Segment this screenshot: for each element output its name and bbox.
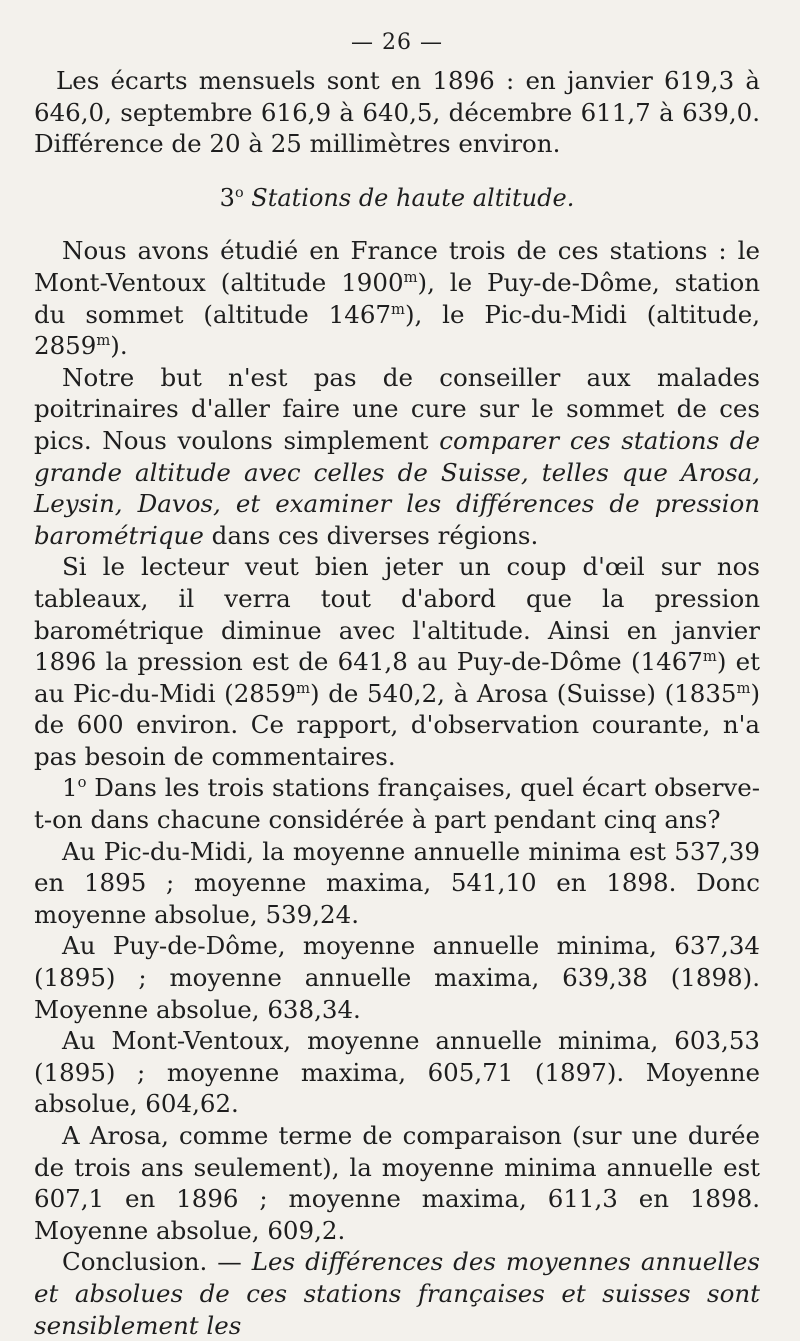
emphasis-text: comparer ces stations de grande altitude avec celles de Suisse, telles que Arosa, Leysin, Davos, et examiner les différences de pression barométrique xyxy=(34,425,760,550)
heading-number: 3 xyxy=(219,183,235,212)
page-number: — 26 — xyxy=(351,30,443,55)
text-run: ) de 540,2, à Arosa (Suisse) (1835 xyxy=(310,678,737,708)
text-run: Notre but n'est pas de conseiller aux malades poitrinaires d'aller faire une cure sur le sommet de ces pics. Nous voulons simplement xyxy=(34,362,760,455)
paragraph-pic-du-midi: Au Pic-du-Midi, la moyenne annuelle minima est 537,39 en 1895 ; moyenne maxima, 541,10 en 1898. Donc moyenne absolue, 539,24. xyxy=(34,836,760,929)
unit-superscript: m xyxy=(403,268,418,286)
list-number: 1 xyxy=(62,773,78,803)
unit-superscript: m xyxy=(702,647,717,665)
paragraph-mont-ventoux: Au Mont-Ventoux, moyenne annuelle minima, 603,53 (1895) ; moyenne maxima, 605,71 (1897). Moyenne absolue, 604,62. xyxy=(34,1026,760,1119)
text-run: Dans les trois stations françaises, quel écart observe-t-on dans chacune considérée à part pendant cinq ans? xyxy=(34,773,760,835)
ordinal-superscript: o xyxy=(77,774,87,792)
paragraph-question xyxy=(34,772,760,835)
unit-superscript: m xyxy=(296,679,311,697)
text-run: Conclusion. — xyxy=(62,1247,252,1277)
paragraph-arosa: A Arosa, comme terme de comparaison (sur une durée de trois ans seulement), la moyenne minima annuelle est 607,1 en 1896 ; moyenne maxima, 611,3 en 1898. Moyenne absolue, 609,2. xyxy=(34,1121,760,1245)
text-run: ). xyxy=(110,331,128,361)
text-run: ) et au Pic-du-Midi (2859 xyxy=(34,647,760,708)
section-heading xyxy=(34,183,760,215)
heading-ordinal: o xyxy=(234,184,244,201)
unit-superscript: m xyxy=(391,300,405,318)
paragraph-purpose xyxy=(34,362,760,552)
text-run: ), le Puy-de-Dôme, station du sommet (altitude 1467 xyxy=(34,267,760,329)
unit-superscript: m xyxy=(96,332,111,349)
text-run: dans ces diverses régions. xyxy=(203,520,539,550)
paragraph-conclusion xyxy=(34,1246,760,1341)
text-run: ) de 600 environ. Ce rapport, d'observation courante, n'a pas besoin de commentaires. xyxy=(34,678,761,771)
paragraph-monthly-deviations: Les écarts mensuels sont en 1896 : en janvier 619,3 à 646,0, septembre 616,9 à 640,5, décembre 611,7 à 639,0. Différence de 20 à 25 millimètres environ. xyxy=(34,66,760,159)
paragraph-pressure-altitude xyxy=(34,551,760,772)
paragraph-stations xyxy=(34,235,760,361)
text-run: Nous avons étudié en France trois de ces stations : le Mont-Ventoux (altitude 1900 xyxy=(34,236,760,297)
unit-superscript: m xyxy=(736,679,751,697)
emphasis-text: Les différences des moyennes annuelles et absolues de ces stations françaises et suisses sont sensiblement les xyxy=(34,1247,760,1340)
paragraph-puy-de-dome: Au Puy-de-Dôme, moyenne annuelle minima, 637,34 (1895) ; moyenne annuelle maxima, 639,38 (1898). Moyenne absolue, 638,34. xyxy=(34,931,760,1024)
text-run: ), le Pic-du-Midi (altitude, 2859 xyxy=(34,299,760,361)
text-run: Si le lecteur veut bien jeter un coup d'œil sur nos tableaux, il verra tout d'abord que la pression barométrique diminue avec l'altitude. Ainsi en janvier 1896 la pression est de 641,8 au Puy-de-Dôme (1467 xyxy=(34,552,760,677)
heading-text: Stations de haute altitude. xyxy=(243,183,575,212)
